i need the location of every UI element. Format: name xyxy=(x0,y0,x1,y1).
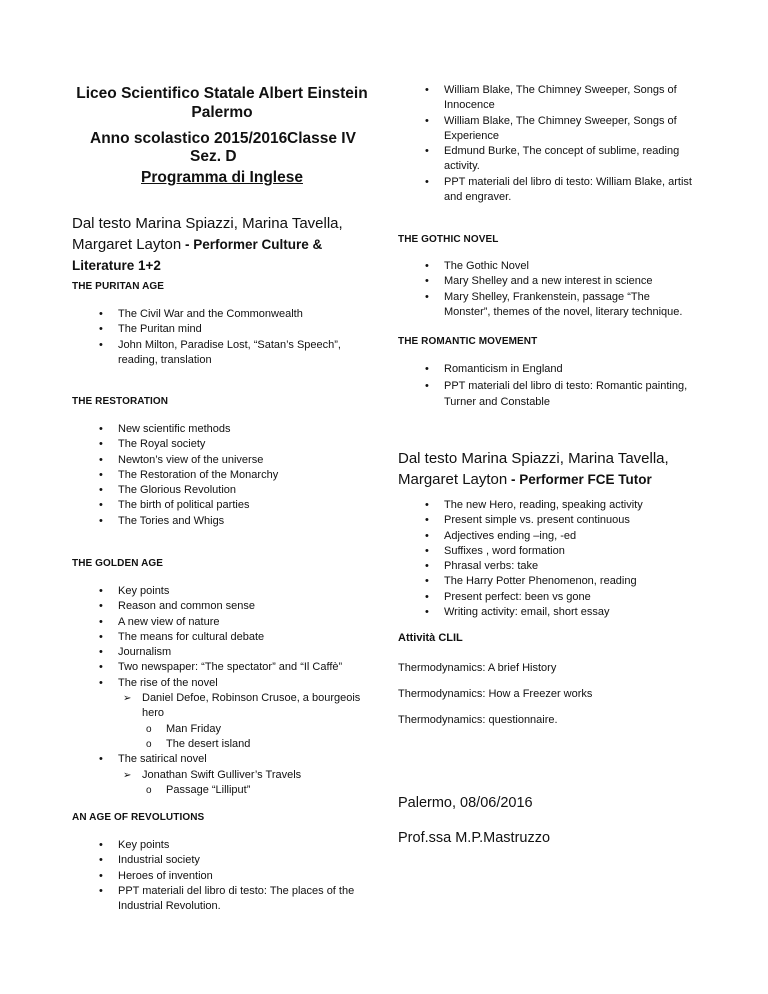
list-blake xyxy=(398,83,698,205)
list-item: • Mary Shelley and a new interest in science xyxy=(398,274,698,289)
list-romantic-movement xyxy=(398,361,698,411)
list-puritan-age xyxy=(72,307,372,368)
list-item: • The Gothic Novel xyxy=(398,259,698,274)
source-line: Dal testo Marina Spiazzi, Marina Tavella, xyxy=(398,450,669,467)
list-item: • Two newspaper: “The spectator” and “Il Caffè” xyxy=(72,660,372,675)
section-label: Sez. D xyxy=(190,148,237,165)
list-item: • New scientific methods xyxy=(72,422,372,437)
program-title: Programma di Inglese xyxy=(141,169,303,186)
list-item: • PPT materiali del libro di testo: Romantic painting, Turner and Constable xyxy=(398,378,698,411)
list-fce-tutor xyxy=(398,498,698,620)
list-gothic-novel xyxy=(398,259,698,320)
sub-list-item xyxy=(72,768,372,783)
list-item: • The Royal society xyxy=(72,437,372,452)
list-item: • Suffixes , word formation xyxy=(398,544,698,559)
list-item: • The Civil War and the Commonwealth xyxy=(72,307,372,322)
clil-line: Thermodynamics: A brief History xyxy=(398,662,557,674)
sub-sub-item-text: Man Friday xyxy=(166,722,222,735)
list-item: • Heroes of invention xyxy=(72,869,372,884)
list-item: • The means for cultural debate xyxy=(72,630,372,645)
heading-clil: Attività CLIL xyxy=(398,632,463,644)
sub-item-text: Jonathan Swift Gulliver’s Travels xyxy=(142,768,302,781)
source-text-2 xyxy=(398,448,698,490)
list-item: • Key points xyxy=(72,838,372,853)
source-author: Margaret Layton xyxy=(398,471,508,488)
list-item: • Newton’s view of the universe xyxy=(72,453,372,468)
list-item: • The rise of the novel xyxy=(72,676,372,691)
list-item: • William Blake, The Chimney Sweeper, Songs of Experience xyxy=(398,114,698,145)
circle-bullet-icon: o xyxy=(146,784,152,796)
source-book-cont: Literature 1+2 xyxy=(72,258,161,273)
school-name-line: Liceo Scientifico Statale Albert Einstein xyxy=(76,85,368,102)
list-item: • The Harry Potter Phenomenon, reading xyxy=(398,574,698,589)
heading-golden-age: THE GOLDEN AGE xyxy=(72,558,164,569)
arrow-bullet-icon: ➢ xyxy=(123,693,132,705)
list-item: • The satirical novel xyxy=(72,752,372,767)
class-label: Classe IV xyxy=(287,130,356,147)
list-item: • William Blake, The Chimney Sweeper, Songs of Innocence xyxy=(398,83,698,114)
clil-line: Thermodynamics: How a Freezer works xyxy=(398,688,593,700)
signature: Prof.ssa M.P.Mastruzzo xyxy=(398,830,551,846)
list-item: • Romanticism in England xyxy=(398,361,698,378)
circle-bullet-icon: o xyxy=(146,723,152,735)
list-item: • A new view of nature xyxy=(72,615,372,630)
source-author: Margaret Layton xyxy=(72,236,182,253)
school-city: Palermo xyxy=(191,104,253,121)
sub-sub-list-item xyxy=(72,737,372,752)
heading-age-of-revolutions: AN AGE OF REVOLUTIONS xyxy=(72,812,205,823)
sub-list-item xyxy=(72,691,372,722)
clil-line: Thermodynamics: questionnaire. xyxy=(398,714,558,726)
heading-restoration: THE RESTORATION xyxy=(72,396,169,407)
list-item: • The Puritan mind xyxy=(72,322,372,337)
list-item: • Mary Shelley, Frankenstein, passage “The Monster”, themes of the novel, literary technique. xyxy=(398,290,698,321)
list-item: • Key points xyxy=(72,584,372,599)
list-golden-age xyxy=(72,584,372,798)
list-item: • Present simple vs. present continuous xyxy=(398,513,698,528)
sub-sub-list-item xyxy=(72,722,372,737)
list-item: • Adjectives ending –ing, -ed xyxy=(398,529,698,544)
heading-romantic-movement: THE ROMANTIC MOVEMENT xyxy=(398,336,538,347)
sub-item-text: Daniel Defoe, Robinson Crusoe, a bourgeois hero xyxy=(142,692,361,720)
list-item: • The Restoration of the Monarchy xyxy=(72,468,372,483)
school-name xyxy=(72,84,372,122)
list-item: • Present perfect: been vs gone xyxy=(398,590,698,605)
list-item: • PPT materiali del libro di testo: The places of the Industrial Revolution. xyxy=(72,884,372,915)
source-text-1 xyxy=(72,213,372,276)
source-line: Dal testo Marina Spiazzi, Marina Tavella, xyxy=(72,215,343,232)
list-item: • The Tories and Whigs xyxy=(72,514,372,529)
sub-sub-item-text: The desert island xyxy=(166,737,251,750)
list-item: • Edmund Burke, The concept of sublime, reading activity. xyxy=(398,144,698,175)
list-restoration xyxy=(72,422,372,529)
source-book: - Performer FCE Tutor xyxy=(507,472,652,487)
list-item: • The Glorious Revolution xyxy=(72,483,372,498)
heading-gothic-novel: THE GOTHIC NOVEL xyxy=(398,234,499,245)
list-item: • John Milton, Paradise Lost, “Satan’s Speech”, reading, translation xyxy=(72,338,372,369)
list-item: • Writing activity: email, short essay xyxy=(398,605,698,620)
school-year: Anno scolastico 2015/2016 xyxy=(90,130,288,147)
list-item: • Phrasal verbs: take xyxy=(398,559,698,574)
heading-puritan-age: THE PURITAN AGE xyxy=(72,281,165,292)
source-book: - Performer Culture & xyxy=(181,237,323,252)
list-item: • Journalism xyxy=(72,645,372,660)
list-age-of-revolutions xyxy=(72,838,372,914)
place-date: Palermo, 08/06/2016 xyxy=(398,795,533,811)
sub-sub-item-text: Passage “Lilliput” xyxy=(166,783,251,796)
list-item: • Reason and common sense xyxy=(72,599,372,614)
list-item: • The birth of political parties xyxy=(72,498,372,513)
list-item: • The new Hero, reading, speaking activity xyxy=(398,498,698,513)
list-item: • Industrial society xyxy=(72,853,372,868)
circle-bullet-icon: o xyxy=(146,738,152,750)
arrow-bullet-icon: ➢ xyxy=(123,769,132,781)
sub-sub-list-item xyxy=(72,783,372,798)
list-item: • PPT materiali del libro di testo: William Blake, artist and engraver. xyxy=(398,175,698,206)
